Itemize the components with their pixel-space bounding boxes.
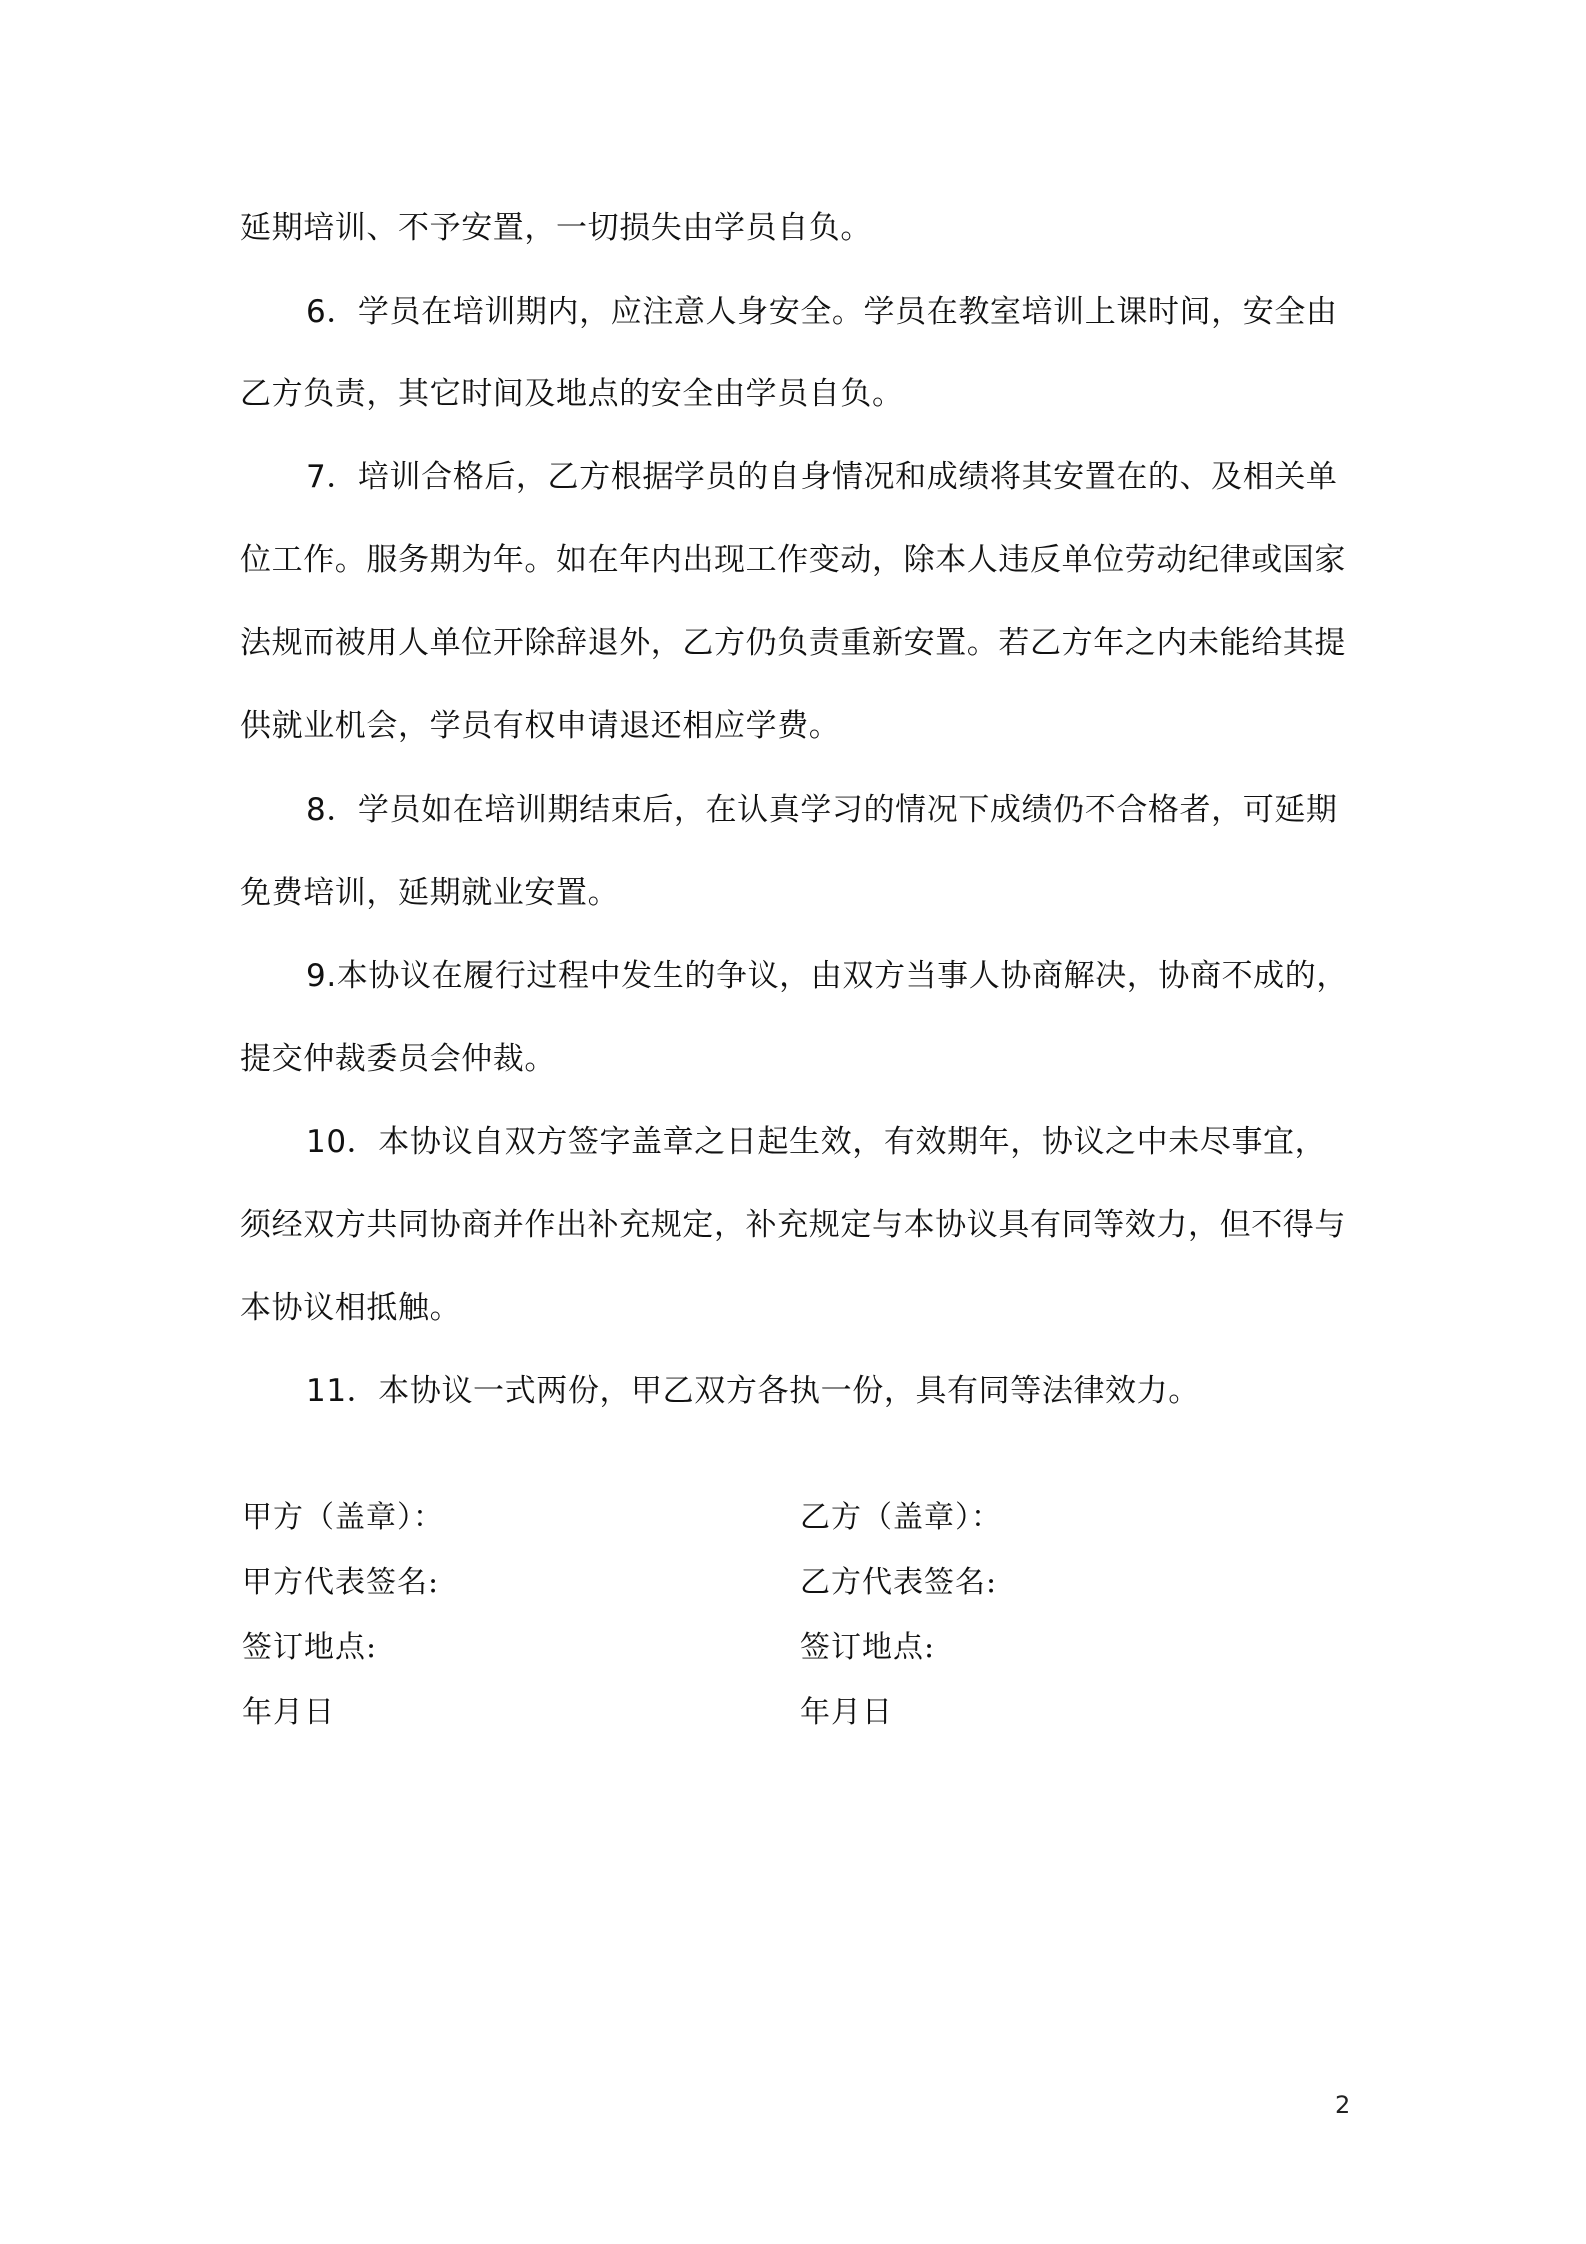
- clause-7-line-2: 位工作。服务期为年。如在年内出现工作变动，除本人违反单位劳动纪律或国家: [240, 542, 1346, 578]
- clause-10-line-1: 10．本协议自双方签字盖章之日起生效，有效期年，协议之中未尽事宜，: [306, 1124, 1327, 1160]
- clause-7-line-3: 法规而被用人单位开除辞退外，乙方仍负责重新安置。若乙方年之内未能给其提: [240, 625, 1346, 661]
- clause-10-line-2: 须经双方共同协商并作出补充规定，补充规定与本协议具有同等效力，但不得与: [240, 1207, 1346, 1243]
- clause-5-continuation: 延期培训、不予安置，一切损失由学员自负。: [240, 210, 872, 246]
- party-a-date-label: 年月日: [242, 1695, 335, 1730]
- clause-8-line-2: 免费培训，延期就业安置。: [240, 875, 620, 911]
- party-b-place-label: 签订地点:: [800, 1630, 936, 1665]
- clause-11-line-1: 11．本协议一式两份，甲乙双方各执一份，具有同等法律效力。: [306, 1373, 1200, 1409]
- clause-6-line-1: 6．学员在培训期内，应注意人身安全。学员在教室培训上课时间，安全由: [306, 294, 1338, 330]
- clause-10-line-3: 本协议相抵触。: [240, 1290, 462, 1326]
- clause-6-line-2: 乙方负责，其它时间及地点的安全由学员自负。: [240, 376, 904, 412]
- clause-9-line-2: 提交仲裁委员会仲裁。: [240, 1041, 556, 1077]
- page-number: 2: [1335, 2091, 1351, 2119]
- party-a-seal-label: 甲方（盖章）：: [242, 1500, 444, 1535]
- clause-7-line-4: 供就业机会，学员有权申请退还相应学费。: [240, 708, 841, 744]
- clause-9-line-1: 9.本协议在履行过程中发生的争议，由双方当事人协商解决，协商不成的，: [306, 958, 1348, 994]
- party-b-seal-label: 乙方（盖章）：: [800, 1500, 1002, 1535]
- clause-8-line-1: 8．学员如在培训期结束后，在认真学习的情况下成绩仍不合格者，可延期: [306, 792, 1338, 828]
- clause-7-line-1: 7．培训合格后，乙方根据学员的自身情况和成绩将其安置在的、及相关单: [306, 459, 1338, 495]
- party-b-date-label: 年月日: [800, 1695, 893, 1730]
- party-a-representative-label: 甲方代表签名:: [242, 1565, 440, 1600]
- party-a-place-label: 签订地点:: [242, 1630, 378, 1665]
- party-b-representative-label: 乙方代表签名:: [800, 1565, 998, 1600]
